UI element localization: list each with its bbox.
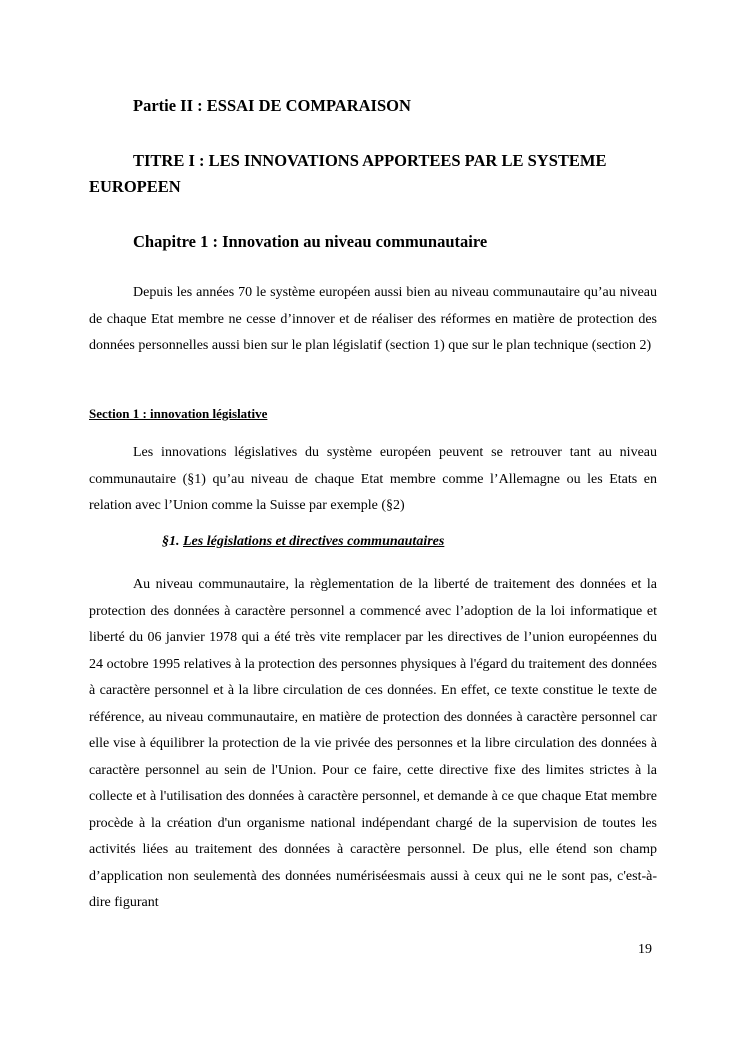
intro-paragraph: Depuis les années 70 le système européen aussi bien au niveau communautaire qu’au niveau de chaque Etat membre ne cesse d’innover et de réaliser des réformes en matière de protection des données personnelles aussi bien sur le plan législatif (section 1) que sur le plan technique (section 2) <box>89 285 657 353</box>
page-number: 19 <box>638 942 652 957</box>
section-heading: Section 1 : innovation législative <box>89 406 268 421</box>
section-paragraph: Les innovations législatives du système européen peuvent se retrouver tant au niveau communautaire (§1) qu’au niveau de chaque Etat membre comme l’Allemagne ou les Etats en relation avec l’Union comme la Suisse par exemple (§2) <box>89 445 657 513</box>
body-paragraph: Au niveau communautaire, la règlementation de la liberté de traitement des données et la protection des données à caractère personnel a commencé avec l’adoption de la loi informatique et liberté du 06 janvier 1978 qui a été très vite remplacer par les directives de l’union européennes du 24 octobre 1995 relatives à la protection des personnes physiques à l'égard du traitement des données à caractère personnel et à la libre circulation de ces données. En effet, ce texte constitue le texte de référence, au niveau communautaire, en matière de protection des données à caractère personnel car elle vise à équilibrer la protection de la vie privée des personnes et la libre circulation des données à caractère personnel au sein de l'Union. Pour ce faire, cette directive fixe des limites strictes à la collecte et à l'utilisation des données à caractère personnel, et demande à ce que chaque Etat membre procède à la création d'un organisme national indépendant chargé de la supervision de toutes les activités liées au traitement des données à caractère personnel. De plus, elle étend son champ d’application non seulementà des données numériséesmais aussi à ceux qui ne le sont pas, c'est-à-dire figurant <box>89 577 657 910</box>
subsection-number: §1. <box>162 534 180 549</box>
subsection-title: Les législations et directives communautaires <box>183 534 445 549</box>
chapter-heading: Chapitre 1 : Innovation au niveau communautaire <box>133 232 488 251</box>
titre-heading: TITRE I : LES INNOVATIONS APPORTEES PAR LE SYSTEME EUROPEEN <box>89 151 607 196</box>
part-title: Partie II : ESSAI DE COMPARAISON <box>133 96 411 115</box>
subsection-heading <box>162 534 444 550</box>
